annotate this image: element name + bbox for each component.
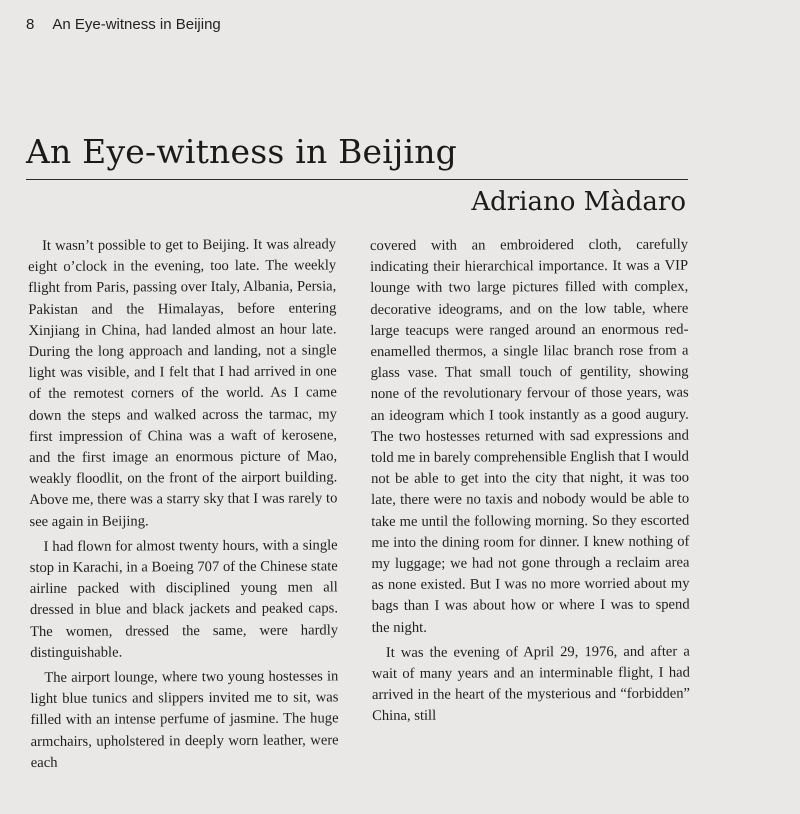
- left-paragraph-3: The airport lounge, where two young hostesses in light blue tunics and slippers invited me to sit, was filled with an intense perfume of jasmine. The huge armchairs, upholstered in deeply worn leather, were each: [30, 668, 339, 771]
- right-column: [370, 235, 690, 732]
- right-paragraph-2: It was the evening of April 29, 1976, and after a wait of many years and an interminable flight, I had arrived in the heart of the mysterious and “forbidden” China, still: [371, 643, 691, 725]
- chapter-title: An Eye-witness in Beijing: [26, 132, 457, 171]
- right-paragraph-1: covered with an embroidered cloth, carefully indicating their hierarchical importance. It was a VIP lounge with two large pictures filled with complex, decorative ideograms, and on the low table, where large teacups were ranged around an enormous red-enamelled thermos, a single lilac branch rose from a glass vase. That small touch of gentility, showing none of the revolutionary fervour of those years, was an ideogram which I took instantly as a good augury. The two hostesses returned with sad expressions and told me in barely comprehensible English that I would not be able to get into the city that night, it was too late, there were no taxis and nobody would be able to take me until the following morning. So they escorted me into the dining room for dinner. I knew nothing of my luggage; we had not gone through a reclaim area as none existed. But I was no more worried about my bags than I was about how or where I was to spend the night.: [370, 236, 690, 636]
- page-number: 8: [26, 16, 35, 33]
- left-column: [28, 234, 339, 778]
- left-paragraph-1: It wasn’t possible to get to Beijing. It was already eight o’clock in the evening, too late. The weekly flight from Paris, passing over Italy, Albania, Persia, Pakistan and the Himalayas, before entering Xinjiang in China, had landed almost an hour late. During the long approach and landing, not a single light was visible, and I felt that I had arrived in one of the remotest corners of the world. As I came down the steps and walked across the tarmac, my first impression of China was a waft of kerosene, and the first image an enormous picture of Mao, weakly floodlit, on the front of the airport building. Above me, there was a starry sky that I was rarely to see again in Beijing.: [28, 236, 338, 530]
- running-head: [26, 16, 221, 33]
- left-paragraph-2: I had flown for almost twenty hours, with a single stop in Karachi, in a Boeing 707 of the Chinese state airline packed with disciplined young men all dressed in blue and black jackets and peaked caps. The women, dressed the same, were hardly distinguishable.: [29, 537, 339, 661]
- title-rule: [26, 179, 688, 180]
- author-name: Adriano Màdaro: [471, 187, 686, 217]
- running-title: An Eye-witness in Beijing: [52, 16, 221, 33]
